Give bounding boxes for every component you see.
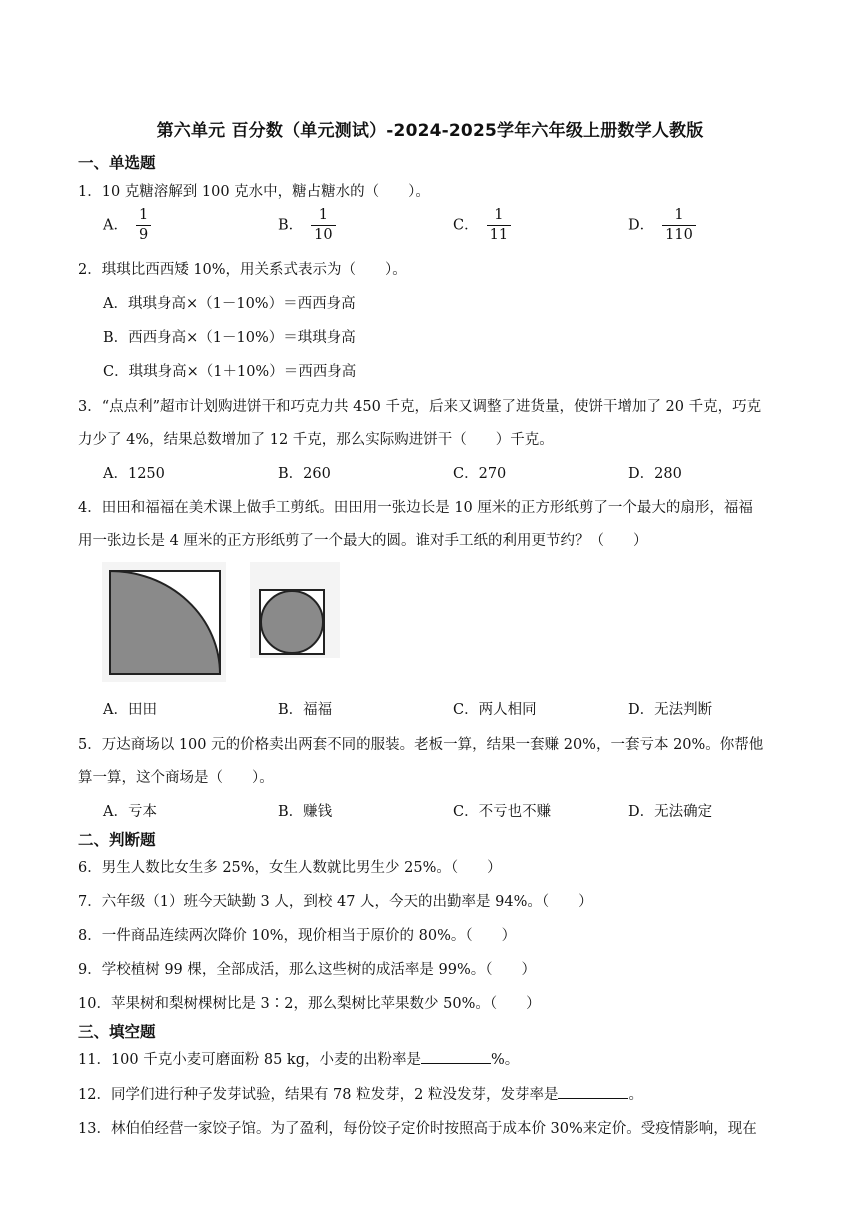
q4-option-a: A．田田	[103, 702, 157, 718]
question-8: 8．一件商品连续两次降价 10%，现价相当于原价的 80%。（ ）	[78, 928, 517, 944]
answer-blank[interactable]	[558, 1084, 628, 1099]
q3-option-b: B．260	[278, 466, 331, 482]
q3-option-d: D．280	[628, 466, 682, 482]
q5-option-d: D．无法确定	[628, 804, 713, 820]
q4-option-d: D．无法判断	[628, 702, 713, 718]
circle-in-square-figure	[250, 562, 340, 658]
question-6: 6．男生人数比女生多 25%，女生人数就比男生少 25%。（ ）	[78, 860, 502, 876]
question-4-line-1: 4．田田和福福在美术课上做手工剪纸。田田用一张边长是 10 厘米的正方形纸剪了一个最大的扇形，福福	[78, 500, 753, 516]
q2-option-a: A．琪琪身高×（1－10%）＝西西身高	[103, 296, 356, 312]
question-2: 2．琪琪比西西矮 10%，用关系式表示为（ ）。	[78, 262, 407, 278]
question-7: 7．六年级（1）班今天缺勤 3 人，到校 47 人，今天的出勤率是 94%。（ ）	[78, 894, 593, 910]
q5-option-c: C．不亏也不赚	[453, 804, 552, 820]
q5-option-a: A．亏本	[103, 804, 157, 820]
question-11	[78, 1048, 519, 1069]
section-heading-single-choice: 一、单选题	[78, 154, 156, 172]
q2-option-c: C．琪琪身高×（1＋10%）＝西西身高	[103, 364, 357, 380]
section-heading-fill-in: 三、填空题	[78, 1023, 156, 1041]
q2-option-b: B．西西身高×（1－10%）＝琪琪身高	[103, 330, 356, 346]
question-4-line-2: 用一张边长是 4 厘米的正方形纸剪了一个最大的圆。谁对手工纸的利用更节约？（ ）	[78, 533, 648, 549]
q3-option-c: C．270	[453, 466, 507, 482]
page-title: 第六单元 百分数（单元测试）-2024-2025学年六年级上册数学人教版	[156, 121, 704, 141]
q1-option-b: B． $\frac{1}{10}$	[278, 208, 336, 243]
question-3-line-2: 力少了 4%，结果总数增加了 12 千克，那么实际购进饼干（ ）千克。	[78, 432, 554, 448]
q4-option-c: C．两人相同	[453, 702, 537, 718]
answer-blank[interactable]	[421, 1049, 491, 1064]
question-10: 10．苹果树和梨树棵树比是 3∶2，那么梨树比苹果数少 50%。（ ）	[78, 996, 541, 1012]
question-11-text: 11．100 千克小麦可磨面粉 85 kg，小麦的出粉率是	[78, 1052, 421, 1068]
q3-option-a: A．1250	[103, 466, 165, 482]
question-5-line-2: 算一算，这个商场是（ ）。	[78, 770, 274, 786]
section-heading-true-false: 二、判断题	[78, 831, 156, 849]
question-11-suffix: %。	[490, 1052, 520, 1068]
question-5-line-1: 5．万达商场以 100 元的价格卖出两套不同的服装。老板一算，结果一套赚 20%，一套亏本 20%。你帮他	[78, 737, 764, 753]
quarter-circle-in-square-figure	[102, 562, 226, 682]
q1-option-d: D． $\frac{1}{110}$	[628, 208, 696, 243]
question-12-suffix: 。	[628, 1087, 643, 1103]
question-9: 9．学校植树 99 棵，全部成活，那么这些树的成活率是 99%。（ ）	[78, 962, 536, 978]
question-12	[78, 1083, 643, 1104]
q4-option-b: B．福福	[278, 702, 333, 718]
question-3-line-1: 3．“点点利”超市计划购进饼干和巧克力共 450 千克，后来又调整了进货量，使饼干增加了 20 千克，巧克	[78, 399, 762, 415]
question-1: 1．10 克糖溶解到 100 克水中，糖占糖水的（ ）。	[78, 184, 430, 200]
question-13: 13．林伯伯经营一家饺子馆。为了盈利，每份饺子定价时按照高于成本价 30%来定价。受疫情影响，现在	[78, 1121, 757, 1137]
q1-option-a: A． $\frac{1}{9}$	[103, 208, 151, 243]
question-12-text: 12．同学们进行种子发芽试验，结果有 78 粒发芽，2 粒没发芽，发芽率是	[78, 1087, 559, 1103]
q5-option-b: B．赚钱	[278, 804, 333, 820]
q1-option-c: C． $\frac{1}{11}$	[453, 208, 511, 243]
